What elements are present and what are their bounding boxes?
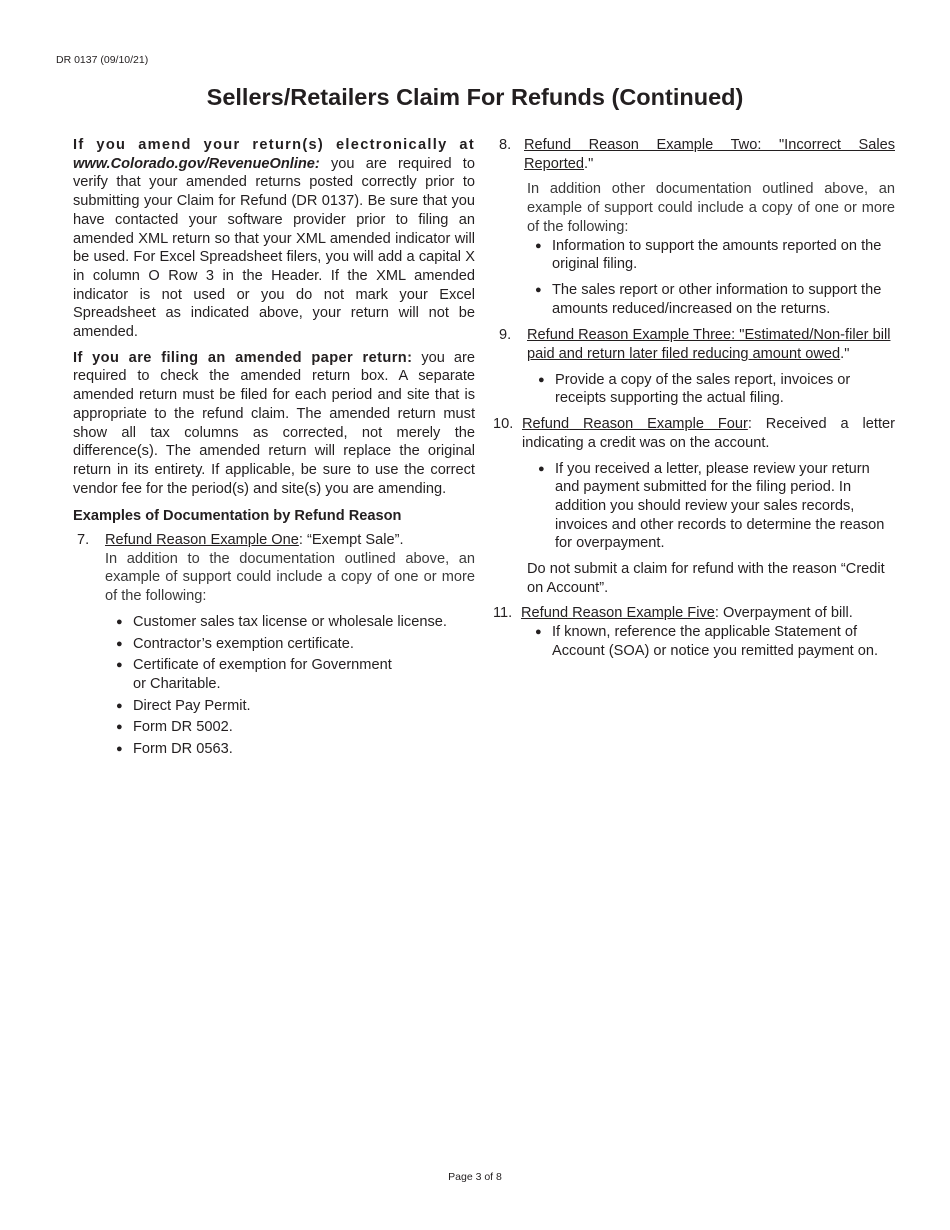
paper-amend-lead: If you are filing an amended paper return: [73, 349, 413, 366]
list-item [105, 718, 475, 737]
item-label: Refund Reason Example Four [522, 416, 748, 433]
item-label-rest: : Received a letter indicating a credit was on the account. [522, 416, 895, 451]
bullet-list [524, 237, 895, 319]
right-column [493, 136, 895, 661]
bullet-icon: ● [116, 615, 123, 628]
list-item [105, 613, 475, 632]
item-number: 10. [493, 416, 514, 433]
bullet-list [105, 613, 475, 759]
bullet-icon: ● [535, 239, 542, 252]
refund-example-9 [493, 326, 895, 408]
item-title [522, 415, 895, 452]
credit-note: Do not submit a claim for refund with the reason “Credit on Account”. [527, 561, 885, 596]
page-title: Sellers/Retailers Claim For Refunds (Continued) [206, 84, 744, 110]
item-label: Refund Reason Example One [105, 532, 299, 549]
bullet-icon: ● [535, 626, 542, 639]
item-title [521, 604, 895, 623]
list-item [524, 623, 895, 660]
item-title [524, 136, 895, 173]
list-item [524, 237, 895, 274]
paper-amend-paragraph [73, 349, 475, 499]
list-item [105, 656, 475, 693]
item-label-rest: ." [584, 155, 594, 172]
refund-example-7 [73, 531, 475, 759]
list-item [105, 697, 475, 716]
list-item-text: Direct Pay Permit. [133, 697, 251, 714]
item-label: Refund Reason Example Three: "Estimated/Non-filer bill paid and return later filed reducing amount owed [527, 327, 891, 363]
list-item [105, 740, 475, 759]
item-title [105, 531, 475, 550]
list-item-text: Contractor’s exemption certificate. [133, 635, 354, 652]
bullet-icon: ● [535, 283, 542, 296]
bullet-list [522, 460, 895, 554]
list-item-text: Form DR 5002. [133, 719, 233, 736]
item-number: 9. [499, 327, 512, 344]
item-label: Refund Reason Example Two: "Incorrect Sales Reported [524, 137, 895, 172]
form-id: DR 0137 (09/10/21) [56, 54, 149, 66]
item-number: 8. [499, 137, 512, 153]
list-item [524, 281, 895, 318]
list-item-text: If you received a letter, please review your return and payment submitted for the filing period. In addition you should review your sales records, invoices and other records to determine the reason for overpayment. [555, 460, 885, 552]
bullet-icon: ● [116, 743, 123, 756]
bullet-icon: ● [116, 721, 123, 734]
bullet-icon: ● [116, 659, 123, 672]
list-item-text: The sales report or other information to support the amounts reduced/increased on the returns. [552, 281, 882, 317]
item-label-rest: : “Exempt Sale”. [298, 532, 404, 549]
documentation-heading: Examples of Documentation by Refund Reason [73, 508, 402, 525]
list-item-text: Customer sales tax license or wholesale license. [133, 613, 447, 630]
list-item-text: Form DR 0563. [133, 741, 233, 758]
item-title [527, 326, 895, 363]
item-description: In addition other documentation outlined above, an example of support could include a copy of one or more of the following: [527, 181, 895, 235]
revenue-online-site: www.Colorado.gov/RevenueOnline: [73, 155, 320, 172]
left-column [73, 136, 475, 759]
bullet-list [521, 623, 895, 660]
item-label: Refund Reason Example Five [521, 605, 715, 622]
list-item-text: If known, reference the applicable Statement of Account (SOA) or notice you remitted payment on. [552, 624, 879, 659]
list-item [527, 371, 895, 408]
item-description: In addition to the documentation outlined above, an example of support could include a copy of one or more of the following: [105, 550, 475, 605]
list-item [527, 460, 895, 554]
list-item-text: Provide a copy of the sales report, invoices or receipts supporting the actual filing. [555, 371, 851, 407]
electronic-amend-body: you are required to verify that your amended returns posted correctly prior to submitting your Claim for Refund (DR 0137). Be sure that you have contacted your software provider prior to filing an amended XML return so that your XML amended indicator will be used. For Excel Spreadsheet filers, you will add a capital X in column O Row 3 in the Header. If the XML amended indicator is not used or you do not mark your Excel Spreadsheet as indicated above, your return will not be amended. [73, 155, 475, 341]
refund-example-8 [493, 136, 895, 318]
list-item-text-cont: or Charitable. [133, 675, 221, 692]
item-label-rest: : Overpayment of bill. [714, 605, 853, 622]
bullet-icon: ● [538, 462, 545, 475]
page-number: Page 3 of 8 [448, 1171, 502, 1183]
list-item-text: Certificate of exemption for Government [133, 657, 392, 674]
item-number: 7. [77, 532, 90, 549]
bullet-icon: ● [538, 373, 545, 386]
electronic-amend-lead: If you amend your return(s) electronically at [73, 137, 475, 153]
bullet-icon: ● [116, 637, 123, 650]
item-number: 11. [493, 605, 513, 622]
refund-example-10 [493, 415, 895, 597]
paper-amend-body: you are required to check the amended return box. A separate amended return must be filed for each period and site that is appropriate to the refund claim. The amended return must show all tax columns as corrected, not merely the difference(s). The amended return will replace the original return in its entirety. If applicable, be sure to use the correct vendor fee for the period(s) and site(s) you are amending. [73, 349, 475, 497]
refund-example-11 [493, 604, 895, 660]
bullet-icon: ● [116, 699, 123, 712]
item-label-rest: ." [840, 346, 850, 363]
bullet-list [527, 371, 895, 408]
electronic-amend-paragraph [73, 136, 475, 342]
list-item [105, 635, 475, 654]
list-item-text: Information to support the amounts reported on the original filing. [552, 237, 882, 273]
